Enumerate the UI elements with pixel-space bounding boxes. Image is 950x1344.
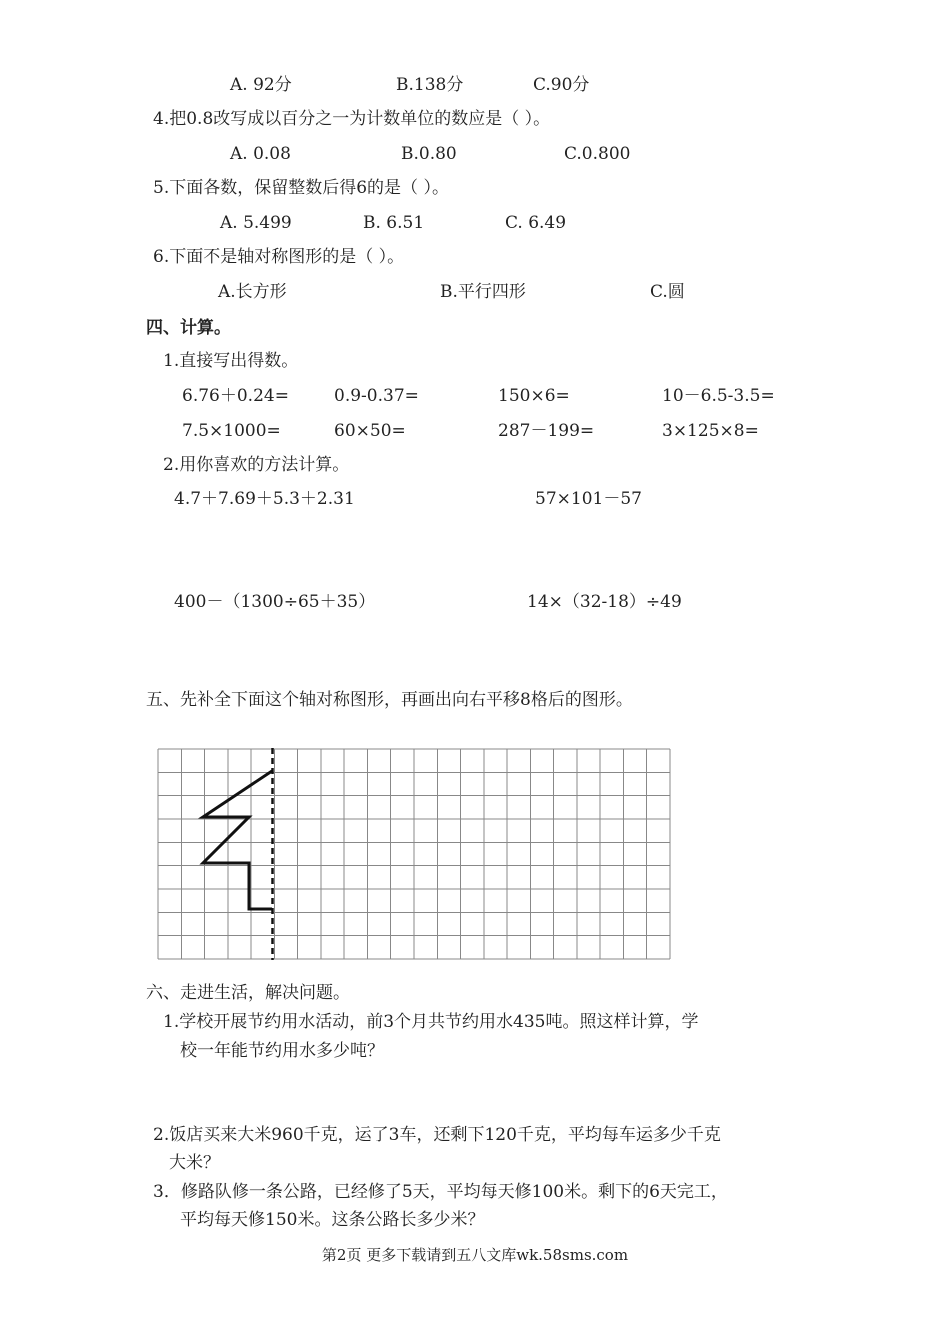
problem-1-line-1: 1.学校开展节约用水活动，前3个月共节约用水435吨。照这样计算，学	[163, 1012, 699, 1032]
problem-3-line-1: 3．修路队修一条公路，已经修了5天，平均每天修100米。剩下的6天完工，	[153, 1182, 728, 1202]
q5-option-a: A. 5.499	[220, 213, 292, 233]
problem-2-line-2: 大米？	[169, 1153, 220, 1173]
q6-option-b: B.平行四形	[440, 282, 526, 302]
section-4-part-1: 1.直接写出得数。	[163, 351, 299, 371]
section-5-heading: 五、先补全下面这个轴对称图形，再画出向右平移8格后的图形。	[146, 690, 633, 710]
oral-calc-6: 60×50=	[334, 421, 406, 441]
question-4: 4.把0.8改写成以百分之一为计数单位的数应是（ ）。	[153, 109, 551, 129]
oral-calc-5: 7.5×1000=	[182, 421, 281, 441]
page-footer: 第2页 更多下载请到五八文库wk.58sms.com	[321, 1246, 629, 1264]
q3-option-c: C.90分	[533, 75, 590, 95]
problem-3-line-2: 平均每天修150米。这条公路长多少米？	[180, 1210, 485, 1230]
q3-option-b: B.138分	[396, 75, 464, 95]
problem-1-line-2: 校一年能节约用水多少吨？	[180, 1041, 384, 1061]
problem-2-line-1: 2.饭店买来大米960千克，运了3车，还剩下120千克，平均每车运多少千克	[153, 1125, 721, 1145]
grid-figure	[157, 748, 671, 960]
question-6: 6.下面不是轴对称图形的是（ ）。	[153, 247, 405, 267]
q6-option-c: C.圆	[650, 282, 685, 302]
calc-problem-4: 14×（32-18）÷49	[527, 592, 682, 612]
q6-option-a: A.长方形	[218, 282, 287, 302]
oral-calc-7: 287－199=	[498, 421, 595, 441]
q4-option-b: B.0.80	[401, 144, 457, 164]
question-5: 5.下面各数，保留整数后得6的是（ ）。	[153, 178, 449, 198]
q3-option-a: A. 92分	[230, 75, 292, 95]
oral-calc-1: 6.76＋0.24=	[182, 386, 289, 406]
q4-option-a: A. 0.08	[230, 144, 291, 164]
oral-calc-4: 10－6.5-3.5=	[662, 386, 775, 406]
calc-problem-1: 4.7＋7.69＋5.3＋2.31	[174, 489, 355, 509]
oral-calc-8: 3×125×8=	[662, 421, 759, 441]
oral-calc-3: 150×6=	[498, 386, 570, 406]
calc-problem-3: 400－（1300÷65＋35）	[174, 592, 376, 612]
q5-option-c: C. 6.49	[505, 213, 567, 233]
oral-calc-2: 0.9-0.37=	[334, 386, 419, 406]
calc-problem-2: 57×101－57	[535, 489, 642, 509]
section-4-heading: 四、计算。	[146, 318, 231, 338]
half-figure	[203, 771, 272, 909]
grid-lines	[158, 749, 670, 959]
q4-option-c: C.0.800	[564, 144, 631, 164]
section-4-part-2: 2.用你喜欢的方法计算。	[163, 455, 350, 475]
q5-option-b: B. 6.51	[363, 213, 425, 233]
section-6-heading: 六、走进生活，解决问题。	[146, 983, 350, 1003]
